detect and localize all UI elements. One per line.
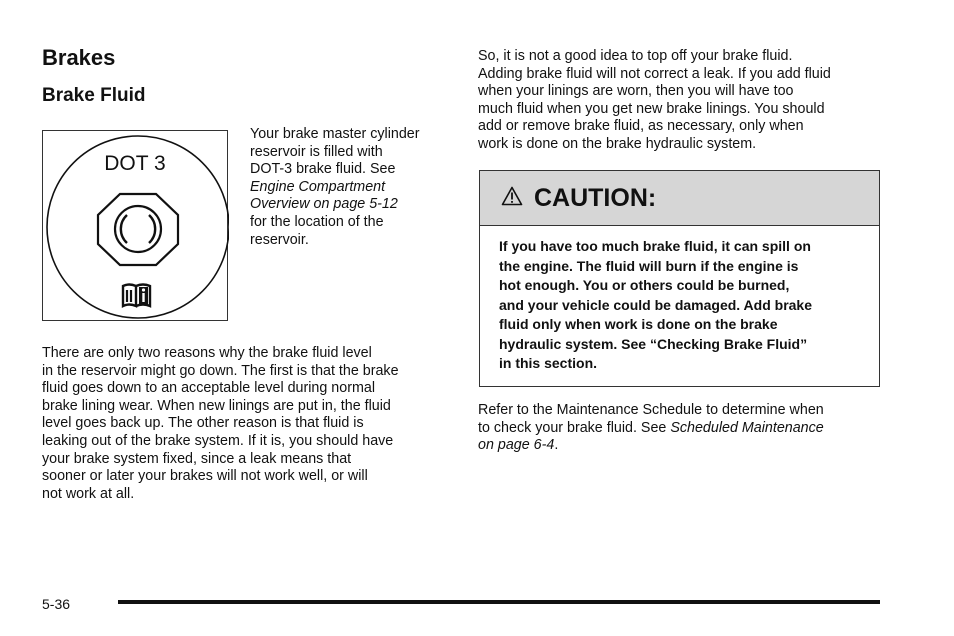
owner-manual-icon bbox=[123, 285, 150, 307]
maintenance-paragraph bbox=[478, 402, 888, 455]
caution-line: and your vehicle could be damaged. Add brake bbox=[499, 296, 813, 313]
text-line: add or remove brake fluid, as necessary, only when bbox=[478, 118, 804, 135]
text-line: work is done on the brake hydraulic system. bbox=[478, 135, 757, 152]
text-line: your brake system fixed, since a leak means that bbox=[42, 450, 352, 467]
intro-line: for the location of the bbox=[250, 213, 384, 230]
caution-line: hydraulic system. See “Checking Brake Fluid” bbox=[499, 335, 808, 352]
text-line: brake lining wear. When new linings are put in, the fluid bbox=[42, 397, 391, 414]
octagon-symbol bbox=[98, 194, 178, 265]
caution-line: the engine. The fluid will burn if the engine is bbox=[499, 257, 799, 274]
text-line: fluid goes down to an acceptable level during normal bbox=[42, 380, 376, 397]
text-line: not work at all. bbox=[42, 485, 135, 502]
engine-compartment-link[interactable]: Engine Compartment bbox=[250, 178, 386, 195]
reasons-paragraph bbox=[42, 345, 452, 503]
footer-rule bbox=[118, 600, 880, 604]
text-fragment: to check your brake fluid. See bbox=[478, 419, 671, 436]
topoff-paragraph bbox=[478, 48, 888, 154]
brake-fluid-cap-figure bbox=[42, 130, 228, 321]
caution-text bbox=[499, 237, 869, 374]
text-line: Refer to the Maintenance Schedule to determine when bbox=[478, 402, 824, 418]
text-line: leaking out of the brake system. If it is, you should have bbox=[42, 432, 394, 449]
text-line: sooner or later your brakes will not work well, or will bbox=[42, 468, 368, 485]
text-line: much fluid when you get new brake linings. You should bbox=[478, 100, 825, 117]
intro-paragraph bbox=[250, 126, 450, 249]
caution-heading: CAUTION: bbox=[534, 184, 657, 212]
page-number: 5-36 bbox=[42, 596, 71, 612]
section-title: Brakes bbox=[42, 45, 116, 70]
caution-line: hot enough. You or others could be burned, bbox=[499, 277, 790, 293]
text-fragment: . bbox=[554, 437, 559, 454]
scheduled-maintenance-link[interactable]: on page 6-4 bbox=[478, 437, 555, 454]
intro-line: reservoir. bbox=[250, 231, 309, 248]
caution-box bbox=[479, 170, 880, 387]
intro-line: DOT-3 brake fluid. See bbox=[250, 161, 396, 178]
intro-line: reservoir is filled with bbox=[250, 143, 383, 160]
text-line: Adding brake fluid will not correct a leak. If you add fluid bbox=[478, 65, 831, 82]
text-line: level goes back up. The other reason is that fluid is bbox=[42, 415, 364, 432]
text-line: in the reservoir might go down. The first is that the brake bbox=[42, 362, 399, 379]
warning-triangle-icon bbox=[501, 186, 523, 206]
text-line: There are only two reasons why the brake fluid level bbox=[42, 345, 372, 361]
caution-line: fluid only when work is done on the brake bbox=[499, 316, 778, 332]
engine-compartment-link[interactable]: Overview on page 5-12 bbox=[250, 196, 398, 213]
text-line: when your linings are worn, then you will have too bbox=[478, 83, 794, 100]
caution-line: If you have too much brake fluid, it can spill on bbox=[499, 238, 811, 254]
intro-line: Your brake master cylinder bbox=[250, 126, 420, 142]
scheduled-maintenance-link[interactable]: Scheduled Maintenance bbox=[670, 419, 824, 436]
caution-line: in this section. bbox=[499, 355, 598, 371]
subsection-title: Brake Fluid bbox=[42, 85, 146, 106]
text-line: So, it is not a good idea to top off your brake fluid. bbox=[478, 48, 793, 64]
dot3-label: DOT 3 bbox=[104, 152, 166, 175]
caution-header bbox=[480, 171, 879, 226]
